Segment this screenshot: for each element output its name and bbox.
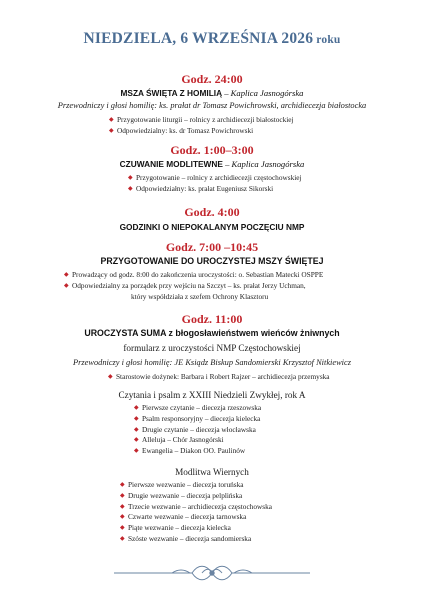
time-24: Godz. 24:00	[181, 72, 243, 86]
note-presider-2: Przewodniczy i głosi homilię: JE Ksiądz Biskup Sandomierski Krzysztof Nitkiewicz	[73, 358, 351, 367]
readings-list	[134, 403, 261, 457]
bullet-icon: ◆	[134, 405, 139, 411]
prayer-list	[120, 480, 272, 545]
prayer-title: Modlitwa Wiernych	[175, 467, 249, 477]
list-item: ◆ Drugie wezwanie – diecezja pelplińska	[120, 490, 243, 500]
bullet-icon: ◆	[134, 415, 139, 422]
list-item: ◆ Czwarte wezwanie – diecezja tarnowska	[120, 512, 247, 522]
list-item: ◆ Prowadzący od godz. 8:00 do zakończenia uroczystości: o. Sebastian Matecki OSPPE	[64, 270, 324, 279]
bullet-icon: ◆	[134, 448, 139, 455]
ornament-icon	[112, 560, 312, 586]
time-4: Godz. 4:00	[184, 205, 240, 219]
list-s1	[109, 115, 294, 137]
bullet-icon: ◆	[134, 426, 139, 433]
list-item: ◆ Trzecie wezwanie – archidiecezja częstochowska	[120, 501, 272, 511]
title-przygotowanie: PRZYGOTOWANIE DO UROCZYSTEJ MSZY ŚWIĘTEJ	[100, 256, 324, 266]
bullet-icon: ◆	[64, 282, 69, 289]
list-item: ◆ Odpowiedzialny za porządek przy wejściu na Szczyt – ks. prałat Jerzy Uchman,	[64, 280, 306, 290]
title-msza: MSZA ŚWIĘTA Z HOMILIĄ – Kaplica Jasnogórska	[120, 88, 304, 98]
list-item: ◆ Alleluja – Chór Jasnogórski	[134, 435, 224, 445]
bullet-icon: ◆	[128, 185, 133, 192]
list-s5	[108, 372, 330, 383]
list-item: ◆ Ewangelia – Diakon OO. Paulinów	[134, 446, 246, 456]
list-item: ◆ Pierwsze wezwanie – diecezja toruńska	[120, 480, 244, 489]
bullet-icon: ◆	[109, 117, 114, 123]
list-item: ◆ Przygotowanie liturgii – rolnicy z archidiecezji białostockiej	[109, 115, 294, 124]
list-item: ◆ Przygotowanie – rolnicy z archidiecezji częstochowskiej	[128, 173, 302, 182]
bullet-icon: ◆	[120, 492, 125, 499]
list-item: ◆ Starostowie dożynek: Barbara i Robert Rajzer – archidiecezja przemyska	[108, 372, 330, 381]
bullet-icon: ◆	[120, 514, 125, 521]
time-1-3: Godz. 1:00–3:00	[170, 143, 254, 157]
list-item: ◆ Drugie czytanie – diecezja włocławska	[134, 424, 256, 434]
bullet-icon: ◆	[120, 482, 125, 488]
time-7-1045: Godz. 7:00 –10:45	[165, 240, 259, 254]
list-item: ◆ Odpowiedziałny: ks. prałat Eugeniusz Sikorski	[128, 183, 274, 193]
list-item: ◆ Odpowiedzialny: ks. dr Tomasz Powichrowski	[109, 125, 254, 135]
readings-title: Czytania i psalm z XXIII Niedzieli Zwykłej, rok A	[118, 390, 306, 400]
list-item: który współdziała z szefem Ochrony Klasztoru	[131, 291, 269, 301]
list-item: ◆ Szóste wezwanie – diecezja sandomierska	[120, 533, 252, 543]
note-presider-1: Przewodniczy i głosi homilię: ks. prałat dr Tomasz Powichrowski, archidiecezja białostocka	[57, 101, 367, 110]
title-godzinki: GODZINKI O NIEPOKALANYM POCZĘCIU NMP	[119, 222, 305, 232]
list-s2	[128, 173, 302, 195]
time-11: Godz. 11:00	[181, 312, 243, 326]
page-heading: NIEDZIELA, 6 WRZEŚNIA 2026 roku	[83, 30, 341, 47]
bullet-icon: ◆	[120, 503, 125, 510]
bullet-icon: ◆	[109, 127, 114, 134]
bullet-icon: ◆	[134, 437, 139, 444]
bullet-icon: ◆	[64, 272, 69, 278]
list-item: ◆ Pierwsze czytanie – diecezja rzeszowska	[134, 403, 262, 412]
bullet-icon: ◆	[120, 525, 125, 532]
list-s4	[64, 270, 323, 301]
bullet-icon: ◆	[120, 535, 125, 542]
bullet-icon: ◆	[128, 175, 133, 181]
title-suma: UROCZYSTA SUMA z błogosławieństwem wieńców żniwnych	[84, 328, 340, 338]
title-czuwanie: CZUWANIE MODLITEWNE – Kaplica Jasnogórska	[119, 159, 305, 169]
formularz: formularz z uroczystości NMP Częstochowskiej	[123, 343, 301, 353]
list-item: ◆ Psalm responsoryjny – diecezja kielecka	[134, 413, 261, 423]
list-item: ◆ Piąte wezwanie – diecezja kielecka	[120, 523, 231, 533]
bullet-icon: ◆	[108, 374, 113, 380]
